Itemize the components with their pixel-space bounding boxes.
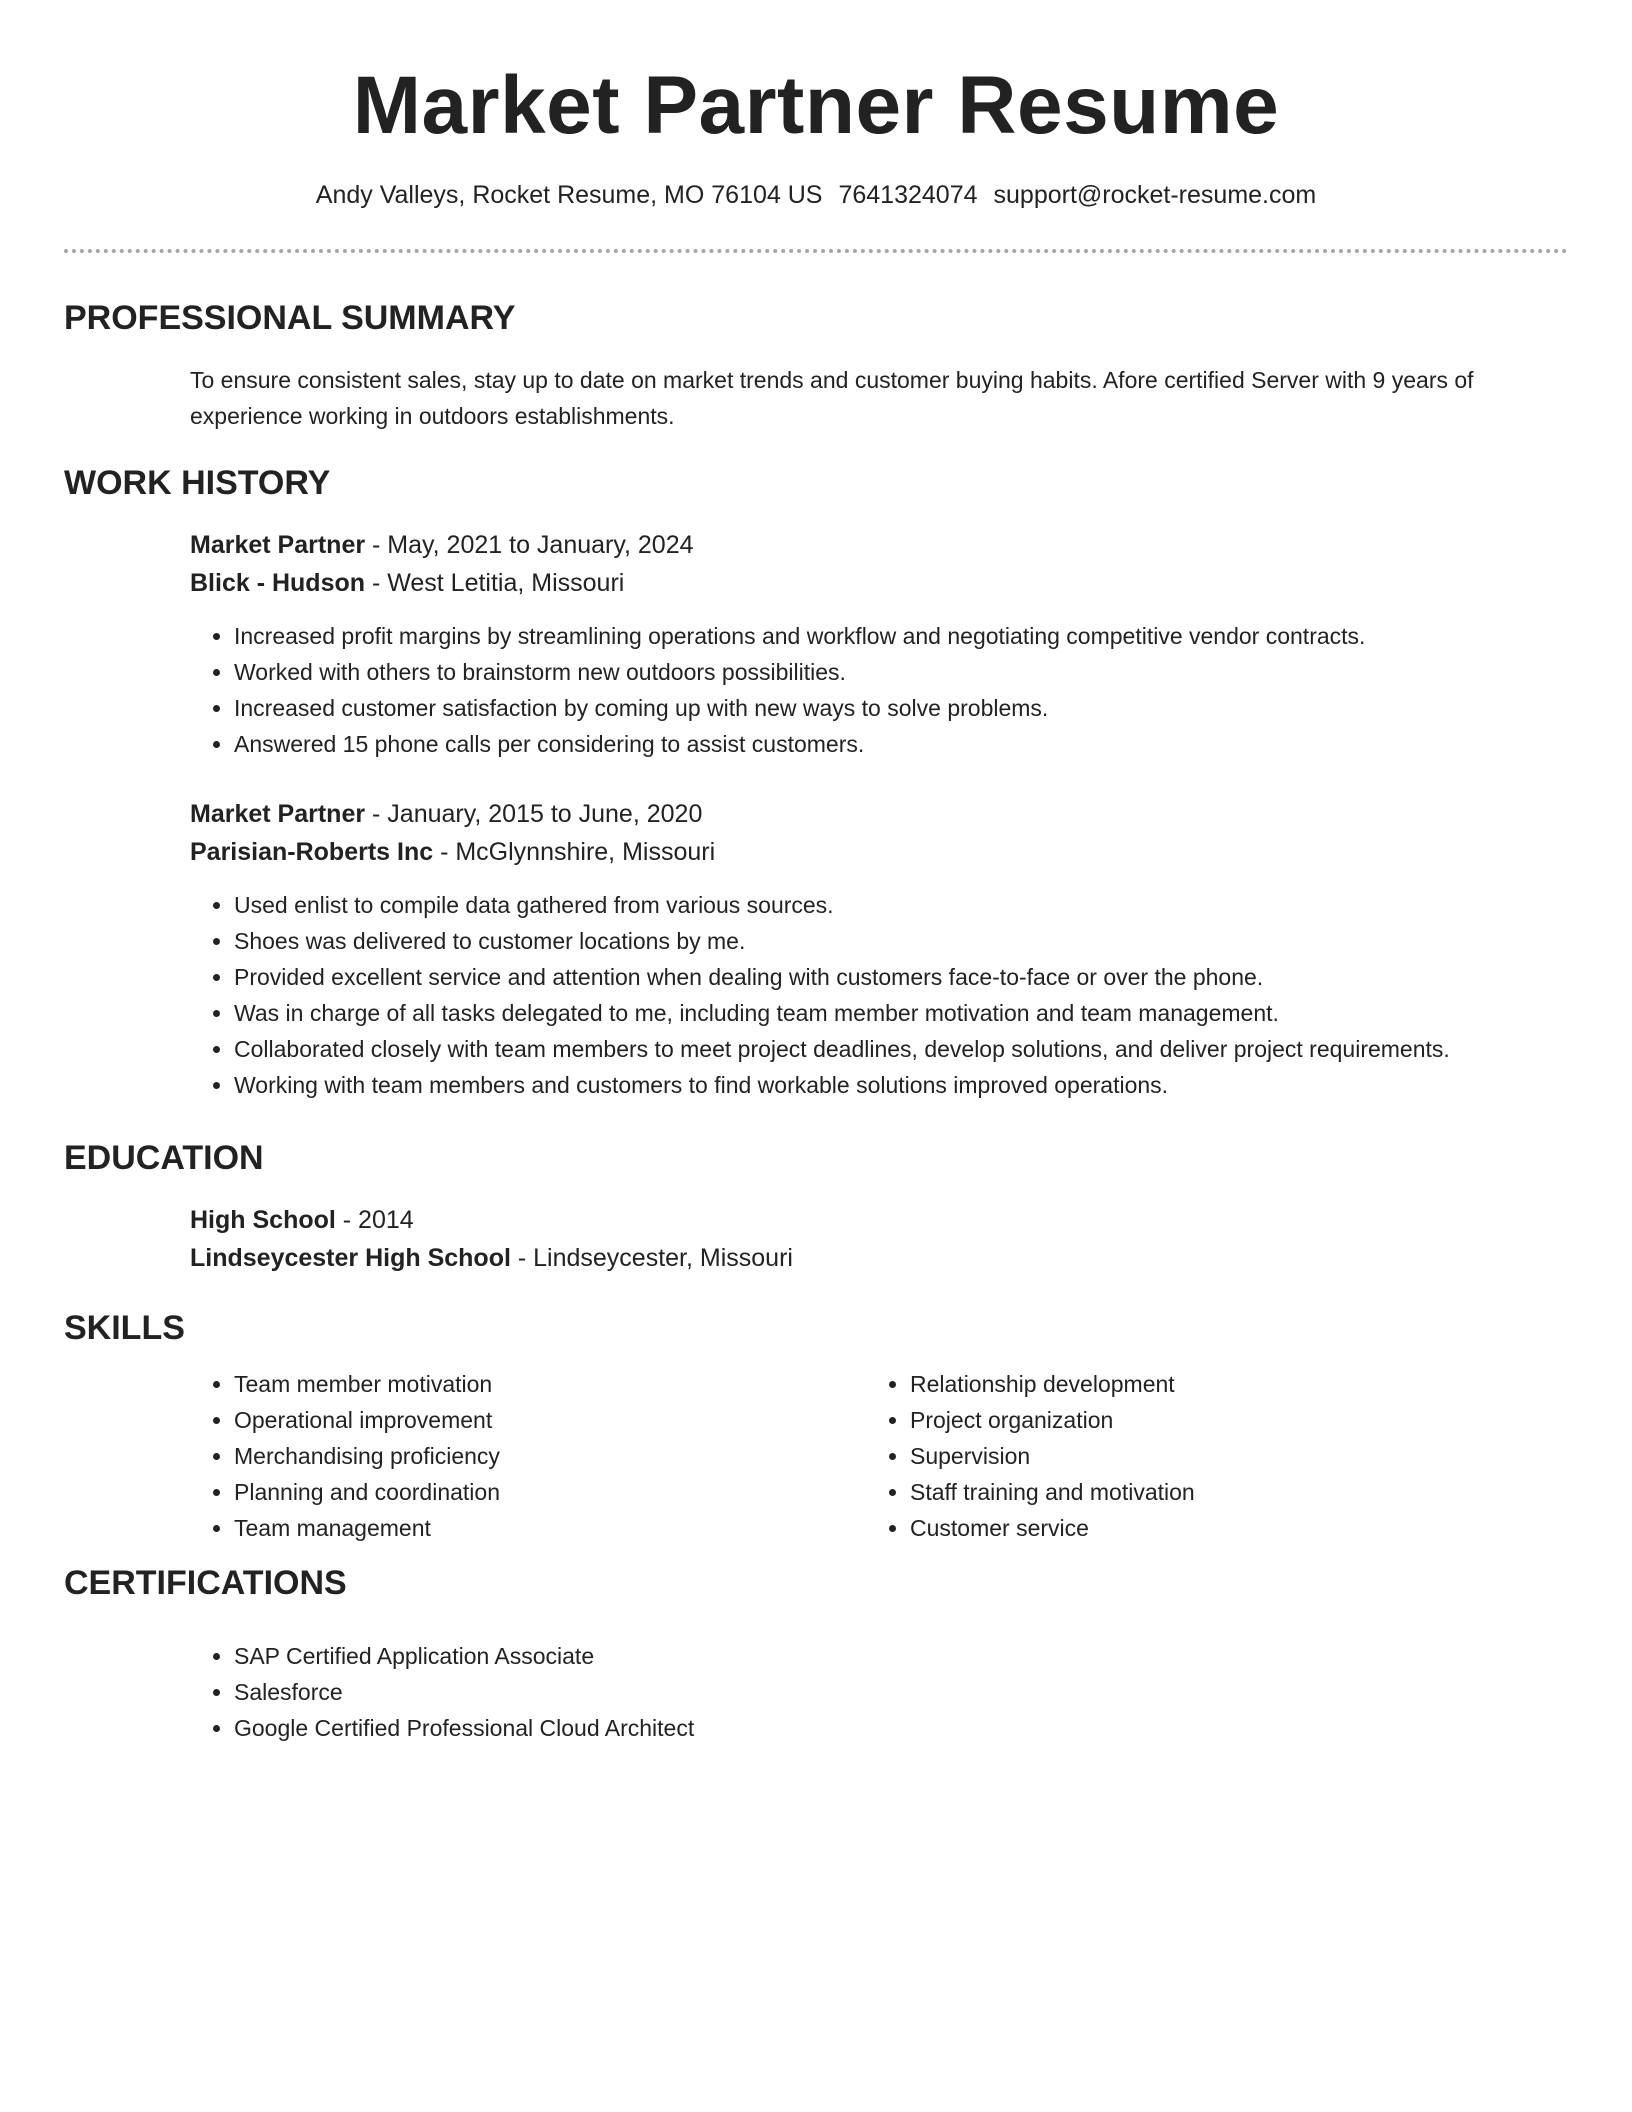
skill-item: • Customer service	[910, 1510, 1506, 1546]
contact-line	[64, 178, 1568, 212]
job-role: Market Partner	[190, 800, 366, 828]
skill-item: • Supervision	[910, 1438, 1506, 1474]
certifications-heading: CERTIFICATIONS	[64, 1564, 347, 1602]
job-company-line	[190, 833, 1570, 871]
list-item: • Collaborated closely with team members to meet project deadlines, develop solutions, and deliver project requirements.	[234, 1031, 1570, 1067]
skill-item: • Team management	[234, 1510, 830, 1546]
list-item: • Working with team members and customers to find workable solutions improved operations.	[234, 1067, 1570, 1103]
summary-heading: PROFESSIONAL SUMMARY	[64, 299, 516, 337]
education-heading: EDUCATION	[64, 1139, 264, 1177]
school-location: - Lindseycester, Missouri	[510, 1244, 793, 1272]
skill-item: • Relationship development	[910, 1366, 1506, 1402]
list-item: • Increased profit margins by streamlining operations and workflow and negotiating competitive vendor contracts.	[234, 618, 1570, 654]
list-item: • Provided excellent service and attention when dealing with customers face-to-face or over the phone.	[234, 959, 1570, 995]
job-location: - McGlynnshire, Missouri	[433, 838, 716, 866]
list-item: • Increased customer satisfaction by coming up with new ways to solve problems.	[234, 690, 1570, 726]
list-item: • Answered 15 phone calls per considering to assist customers.	[234, 726, 1570, 762]
skills-heading: SKILLS	[64, 1309, 185, 1347]
list-item: • Worked with others to brainstorm new outdoors possibilities.	[234, 654, 1570, 690]
contact-email[interactable]: support@rocket-resume.com	[993, 181, 1317, 209]
degree-name: High School	[190, 1206, 336, 1234]
school-line	[190, 1239, 1570, 1277]
education-entry	[190, 1201, 1570, 1277]
skills-list	[190, 1366, 830, 1546]
job-title-line	[190, 526, 1570, 564]
job-bullets	[190, 887, 1570, 1103]
skills-column-left	[190, 1366, 830, 1546]
summary-text: To ensure consistent sales, stay up to date on market trends and customer buying habits. Afore certified Server with 9 years of experience working in outdoors establishments.	[190, 367, 1474, 429]
certifications-list	[190, 1638, 1570, 1746]
job-company-line	[190, 564, 1570, 602]
school-name: Lindseycester High School	[190, 1244, 511, 1272]
skill-item: • Project organization	[910, 1402, 1506, 1438]
skills-list	[866, 1366, 1506, 1546]
certifications-block	[190, 1638, 1570, 1746]
work-history-heading: WORK HISTORY	[64, 464, 331, 502]
list-item: • Used enlist to compile data gathered from various sources.	[234, 887, 1570, 923]
job-company: Parisian-Roberts Inc	[190, 838, 434, 866]
job-dates: - May, 2021 to January, 2024	[365, 531, 694, 559]
contact-address: Andy Valleys, Rocket Resume, MO 76104 US	[315, 181, 823, 209]
certification-item: • SAP Certified Application Associate	[234, 1638, 1570, 1674]
job-entry	[190, 526, 1570, 762]
degree-year: - 2014	[335, 1206, 414, 1234]
skill-item: • Staff training and motivation	[910, 1474, 1506, 1510]
resume-page	[64, 0, 1568, 1741]
certification-item: • Google Certified Professional Cloud Architect	[234, 1710, 1570, 1746]
certification-item: • Salesforce	[234, 1674, 1570, 1710]
contact-phone: 7641324074	[838, 181, 978, 209]
list-item: • Was in charge of all tasks delegated to me, including team member motivation and team management.	[234, 995, 1570, 1031]
job-bullets	[190, 618, 1570, 762]
skill-item: • Merchandising proficiency	[234, 1438, 830, 1474]
summary-block	[190, 362, 1570, 434]
skill-item: • Operational improvement	[234, 1402, 830, 1438]
skill-item: • Planning and coordination	[234, 1474, 830, 1510]
list-item: • Shoes was delivered to customer locations by me.	[234, 923, 1570, 959]
job-role: Market Partner	[190, 531, 366, 559]
job-title-line	[190, 795, 1570, 833]
job-location: - West Letitia, Missouri	[365, 569, 625, 597]
job-company: Blick - Hudson	[190, 569, 366, 597]
job-entry	[190, 795, 1570, 1103]
resume-title: Market Partner Resume	[352, 60, 1280, 151]
job-dates: - January, 2015 to June, 2020	[365, 800, 703, 828]
degree-line	[190, 1201, 1570, 1239]
skill-item: • Team member motivation	[234, 1366, 830, 1402]
header-divider	[64, 249, 1568, 253]
skills-column-right	[866, 1366, 1506, 1546]
